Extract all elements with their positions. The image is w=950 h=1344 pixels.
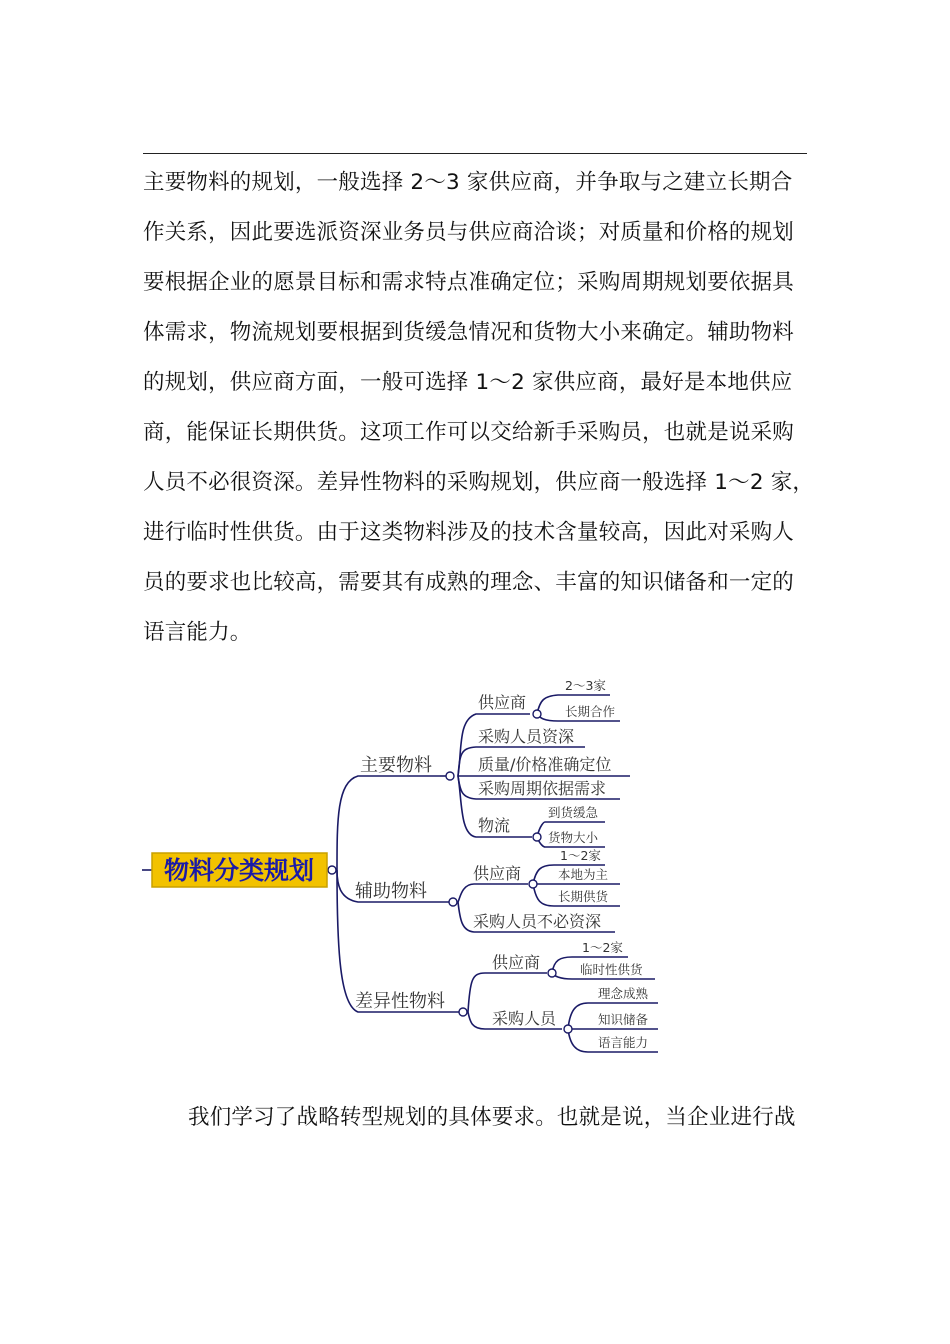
paragraph-line: 要根据企业的愿景目标和需求特点准确定位；采购周期规划要依据具 <box>143 270 795 295</box>
top-rule <box>143 153 807 154</box>
main-logistics-size: 货物大小 <box>548 830 599 845</box>
main-supplier-term: 长期合作 <box>565 704 616 719</box>
main-logistics-urgency: 到货缓急 <box>548 805 599 820</box>
root-node-label: 物料分类规划 <box>163 856 315 885</box>
diff-staff-label: 采购人员 <box>492 1009 557 1028</box>
paragraph-line: 体需求，物流规划要根据到货缓急情况和货物大小来确定。辅助物料 <box>143 320 795 345</box>
aux-staff-label: 采购人员不必资深 <box>473 912 602 931</box>
aux-supplier-label: 供应商 <box>473 864 522 883</box>
paragraph-line: 作关系，因此要选派资深业务员与供应商洽谈；对质量和价格的规划 <box>143 220 795 245</box>
paragraph-line: 员的要求也比较高，需要其有成熟的理念、丰富的知识储备和一定的 <box>143 570 795 595</box>
paragraph-line: 商，能保证长期供货。这项工作可以交给新手采购员，也就是说采购 <box>143 420 795 445</box>
main-supplier-count: 2～3家 <box>565 678 606 693</box>
diff-supplier-count: 1～2家 <box>582 940 623 955</box>
paragraph-line: 的规划，供应商方面，一般可选择 1～2 家供应商，最好是本地供应 <box>143 370 793 395</box>
main-quality-label: 质量/价格准确定位 <box>478 755 612 774</box>
diff-staff-language: 语言能力 <box>598 1035 649 1050</box>
diff-staff-knowledge: 知识储备 <box>598 1012 649 1027</box>
aux-supplier-count: 1～2家 <box>560 848 601 863</box>
mindmap-svg <box>140 670 680 1065</box>
diff-staff-concept: 理念成熟 <box>598 986 649 1001</box>
aux-material-label: 辅助物料 <box>355 881 427 902</box>
paragraph-1 <box>143 158 813 658</box>
paragraph-line: 语言能力。 <box>143 620 252 645</box>
aux-supplier-local: 本地为主 <box>558 867 609 882</box>
paragraph-line: 主要物料的规划，一般选择 2～3 家供应商，并争取与之建立长期合 <box>143 170 793 195</box>
main-staff-label: 采购人员资深 <box>478 727 575 746</box>
main-logistics-label: 物流 <box>478 816 511 835</box>
diff-material-label: 差异性物料 <box>355 991 445 1012</box>
main-cycle-label: 采购周期依据需求 <box>478 779 607 798</box>
paragraph-line: 人员不必很资深。差异性物料的采购规划，供应商一般选择 1～2 家， <box>143 470 815 495</box>
mindmap-figure <box>140 670 680 1065</box>
paragraph-line: 进行临时性供货。由于这类物料涉及的技术含量较高，因此对采购人 <box>143 520 795 545</box>
main-material-label: 主要物料 <box>360 755 432 776</box>
paragraph-2: 我们学习了战略转型规划的具体要求。也就是说，当企业进行战 <box>188 1105 796 1130</box>
main-supplier-label: 供应商 <box>478 693 527 712</box>
diff-supplier-label: 供应商 <box>492 953 541 972</box>
aux-supplier-term: 长期供货 <box>558 889 609 904</box>
diff-supplier-term: 临时性供货 <box>580 962 643 977</box>
